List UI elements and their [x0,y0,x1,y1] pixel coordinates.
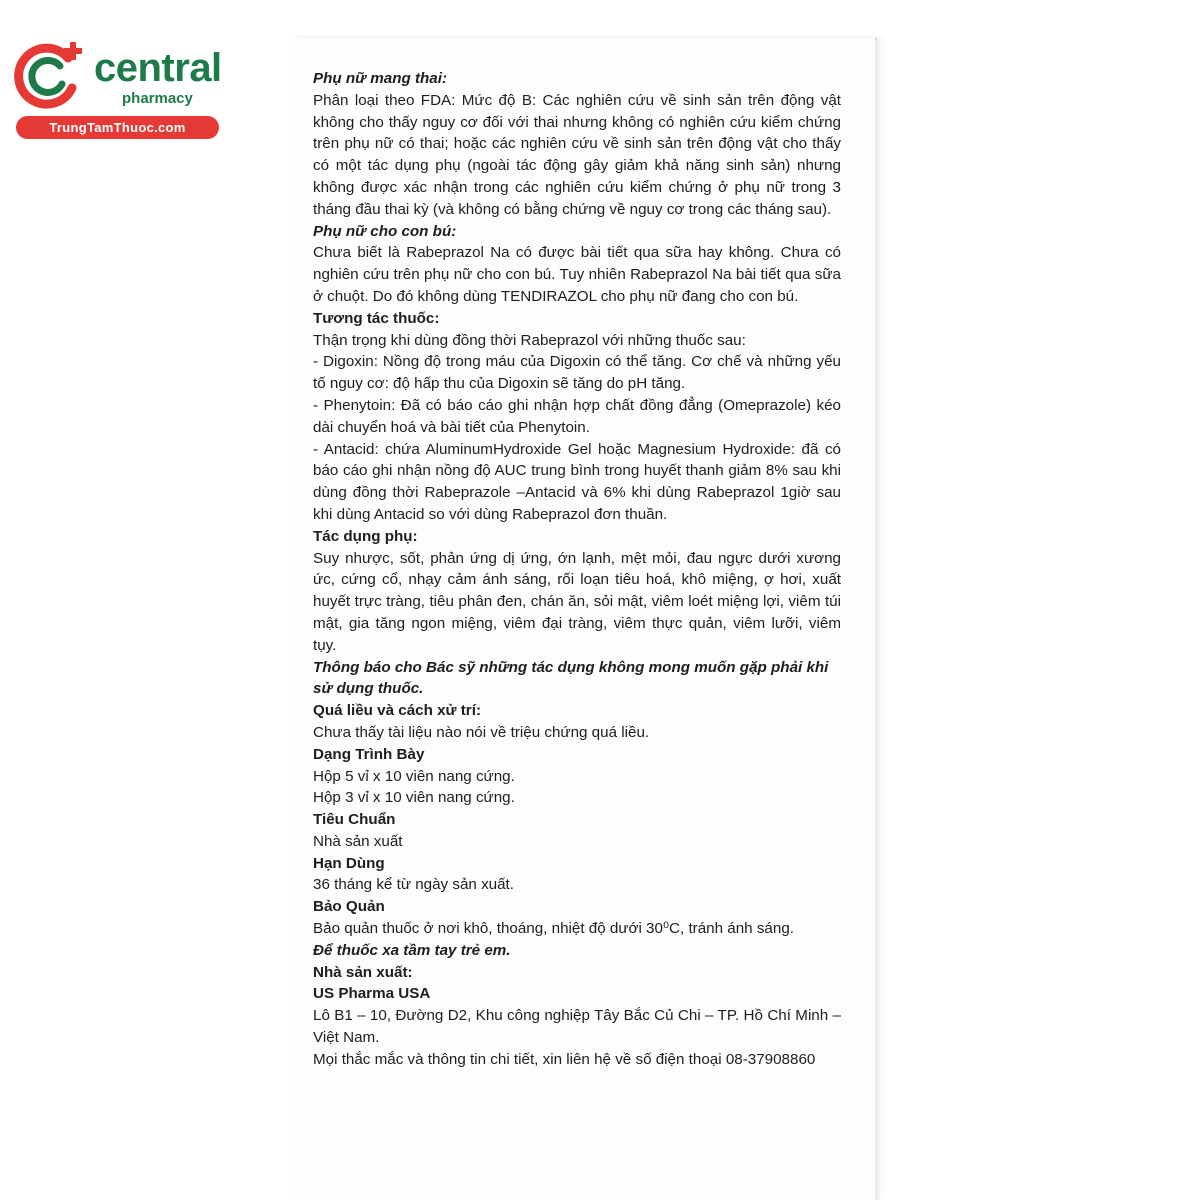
central-pharmacy-logo[interactable] [10,36,230,136]
section-heading: Tiêu Chuẩn [313,811,396,829]
section-heading: Dạng Trình Bày [313,745,425,763]
section-heading: Để thuốc xa tầm tay trẻ em. [313,941,511,959]
section-paragraph: Phân loại theo FDA: Mức độ B: Các nghiên cứu về sinh sản trên động vật không cho thấy nguy cơ đối với thai nhưng không có nghiên cứu kiểm chứng trên phụ nữ có thai; hoặc các nghiên cứu về sinh sản trên động vật cho thấy có một tác dụng phụ (ngoài tác động gây giảm khả năng sinh sản) nhưng không được xác nhận trong các nghiên cứu kiểm chứng ở phụ nữ trong 3 tháng đầu thai kỳ (và không có bằng chứng về nguy cơ trong các tháng sau). [313,91,841,218]
logo-brand-name: central [94,46,222,90]
section-heading: US Pharma USA [313,985,431,1003]
section-paragraph: Thận trọng khi dùng đồng thời Rabeprazol với những thuốc sau: [313,331,746,349]
section-heading: Tương tác thuốc: [313,309,440,327]
section-heading: Bảo Quản [313,898,385,916]
section-paragraph: Chưa biết là Rabeprazol Na có được bài tiết qua sữa hay không. Chưa có nghiên cứu trên phụ nữ cho con bú. Tuy nhiên Rabeprazol Na bài tiết qua sữa ở chuột. Do đó không dùng TENDIRAZOL cho phụ nữ đang cho con bú. [313,244,841,305]
section-paragraph: - Antacid: chứa AluminumHydroxide Gel hoặc Magnesium Hydroxide: đã có báo cáo ghi nhận nồng độ AUC trung bình trong huyết thanh giảm 8% sau khi dùng đồng thời Rabeprazole –Antacid và 6% khi dùng Rabeprazol 1giờ sau khi dùng Antacid so với dùng Rabeprazol đơn thuần. [313,440,841,523]
leaflet-text [313,68,841,1071]
section-heading: Phụ nữ mang thai: [313,70,448,87]
section-heading: Tác dụng phụ: [313,527,418,545]
logo-website-badge[interactable]: TrungTamThuoc.com [16,116,219,139]
section-paragraph: - Digoxin: Nồng độ trong máu của Digoxin có thể tăng. Cơ chế và những yếu tố nguy cơ: độ hấp thu của Digoxin sẽ tăng do pH tăng. [313,353,841,393]
section-paragraph: Chưa thấy tài liệu nào nói về triệu chứng quá liều. [313,723,650,741]
logo-subtitle: pharmacy [122,90,193,107]
section-heading: Quá liều và cách xử trí: [313,702,481,720]
section-paragraph: Suy nhược, sốt, phản ứng dị ứng, ớn lạnh, mệt mỏi, đau ngực dưới xương ức, cứng cổ, nhạy cảm ánh sáng, rối loạn tiêu hoá, khô miệng, ợ hơi, xuất huyết trực tràng, tiêu phân đen, chán ăn, sỏi mật, viêm loét miệng lợi, viêm túi mật, gia tăng ngon miệng, viêm đại tràng, viêm thực quản, viêm lưỡi, viêm tụy. [313,549,841,654]
section-heading: Phụ nữ cho con bú: [313,222,457,240]
section-paragraph: Mọi thắc mắc và thông tin chi tiết, xin liên hệ về số điện thoại 08-37908860 [313,1050,816,1068]
section-heading: Nhà sản xuất: [313,963,413,981]
section-paragraph: Bảo quản thuốc ở nơi khô, thoáng, nhiệt độ dưới 30⁰C, tránh ánh sáng. [313,920,794,938]
page-edge [875,40,883,1200]
pharmacy-cross-logo-icon [10,36,90,116]
section-heading: Thông báo cho Bác sỹ những tác dụng không mong muốn gặp phải khi sử dụng thuốc. [313,658,829,698]
section-paragraph: Nhà sản xuất [313,832,403,850]
section-heading: Hạn Dùng [313,854,385,872]
section-paragraph: - Phenytoin: Đã có báo cáo ghi nhận hợp chất đồng đẳng (Omeprazole) kéo dài chuyển hoá và bài tiết của Phenytoin. [313,396,841,436]
section-paragraph: Hộp 5 vỉ x 10 viên nang cứng. [313,767,515,785]
section-paragraph: 36 tháng kể từ ngày sản xuất. [313,876,514,894]
section-paragraph: Hộp 3 vỉ x 10 viên nang cứng. [313,789,515,807]
section-paragraph: Lô B1 – 10, Đường D2, Khu công nghiệp Tây Bắc Củ Chi – TP. Hồ Chí Minh – Việt Nam. [313,1007,841,1047]
